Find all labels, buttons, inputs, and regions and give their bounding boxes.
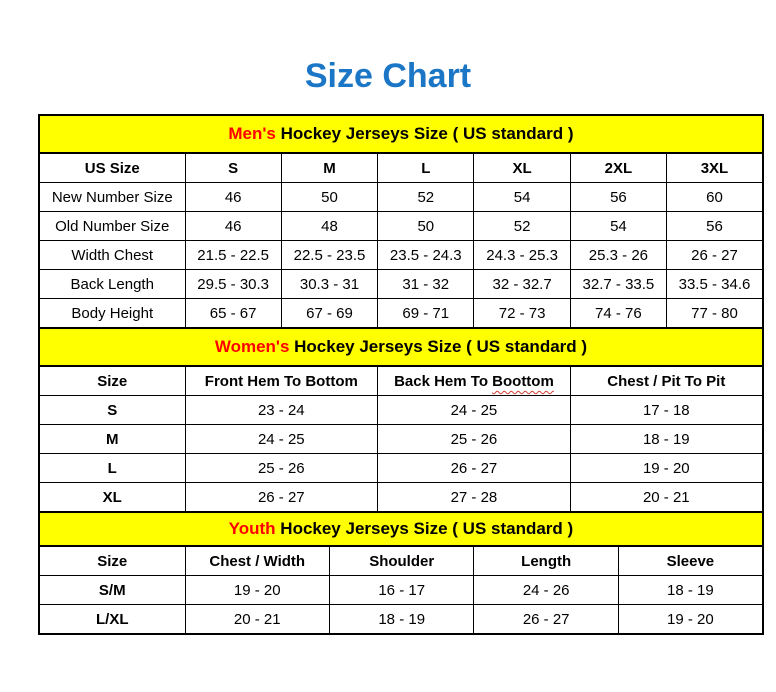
mens-heading-highlight: Men's <box>228 124 276 144</box>
header-cell: Size <box>39 366 185 396</box>
value-cell: 60 <box>667 183 763 212</box>
row-label: Width Chest <box>39 241 185 270</box>
table-row <box>39 576 763 605</box>
value-cell: 21.5 - 22.5 <box>185 241 281 270</box>
value-cell: 74 - 76 <box>570 299 666 329</box>
table-row <box>39 241 763 270</box>
value-cell: 33.5 - 34.6 <box>667 270 763 299</box>
header-cell <box>378 366 571 396</box>
header-cell: Length <box>474 546 618 576</box>
header-cell: XL <box>474 153 570 183</box>
header-cell-text: Back Hem To <box>394 372 493 390</box>
value-cell: 26 - 27 <box>185 483 378 513</box>
size-chart-table <box>38 114 764 635</box>
youth-heading-rest: Hockey Jerseys Size ( US standard ) <box>275 519 574 539</box>
value-cell: 24.3 - 25.3 <box>474 241 570 270</box>
value-cell: 26 - 27 <box>667 241 763 270</box>
header-cell: L <box>378 153 474 183</box>
spellcheck-squiggle-word: Boottom <box>492 372 554 390</box>
table-row <box>39 454 763 483</box>
value-cell: 24 - 25 <box>185 425 378 454</box>
header-cell: US Size <box>39 153 185 183</box>
value-cell: 52 <box>378 183 474 212</box>
table-row <box>39 183 763 212</box>
page-title: Size Chart <box>304 57 472 95</box>
value-cell: 69 - 71 <box>378 299 474 329</box>
row-label: S/M <box>39 576 185 605</box>
row-label: M <box>39 425 185 454</box>
value-cell: 32 - 32.7 <box>474 270 570 299</box>
row-label: L <box>39 454 185 483</box>
table-row <box>39 483 763 513</box>
value-cell: 25 - 26 <box>185 454 378 483</box>
header-cell: 3XL <box>667 153 763 183</box>
womens-section-band <box>39 328 763 366</box>
header-cell: Chest / Pit To Pit <box>570 366 763 396</box>
mens-header-row <box>39 153 763 183</box>
mens-section-band <box>39 115 763 153</box>
header-cell: M <box>281 153 377 183</box>
womens-heading-highlight: Women's <box>214 337 290 357</box>
youth-heading-highlight: Youth <box>228 519 276 539</box>
value-cell: 23 - 24 <box>185 396 378 425</box>
table-row <box>39 299 763 329</box>
value-cell: 65 - 67 <box>185 299 281 329</box>
header-cell: Size <box>39 546 185 576</box>
header-cell: 2XL <box>570 153 666 183</box>
youth-section-heading <box>39 512 763 546</box>
size-chart-wrapper <box>38 114 776 635</box>
value-cell: 77 - 80 <box>667 299 763 329</box>
value-cell: 54 <box>474 183 570 212</box>
value-cell: 46 <box>185 212 281 241</box>
value-cell: 20 - 21 <box>185 605 329 635</box>
value-cell: 24 - 26 <box>474 576 618 605</box>
value-cell: 67 - 69 <box>281 299 377 329</box>
value-cell: 56 <box>570 183 666 212</box>
header-cell: Chest / Width <box>185 546 329 576</box>
table-row <box>39 605 763 635</box>
value-cell: 52 <box>474 212 570 241</box>
value-cell: 19 - 20 <box>618 605 762 635</box>
womens-section-heading <box>39 328 763 366</box>
value-cell: 32.7 - 33.5 <box>570 270 666 299</box>
value-cell: 54 <box>570 212 666 241</box>
womens-heading-rest: Hockey Jerseys Size ( US standard ) <box>289 337 588 357</box>
header-cell: Front Hem To Bottom <box>185 366 378 396</box>
value-cell: 24 - 25 <box>378 396 571 425</box>
value-cell: 26 - 27 <box>378 454 571 483</box>
value-cell: 27 - 28 <box>378 483 571 513</box>
value-cell: 18 - 19 <box>570 425 763 454</box>
value-cell: 17 - 18 <box>570 396 763 425</box>
value-cell: 19 - 20 <box>570 454 763 483</box>
value-cell: 22.5 - 23.5 <box>281 241 377 270</box>
value-cell: 46 <box>185 183 281 212</box>
value-cell: 50 <box>281 183 377 212</box>
row-label: Back Length <box>39 270 185 299</box>
value-cell: 72 - 73 <box>474 299 570 329</box>
youth-section-band <box>39 512 763 546</box>
table-row <box>39 396 763 425</box>
value-cell: 26 - 27 <box>474 605 618 635</box>
value-cell: 16 - 17 <box>329 576 473 605</box>
header-cell: Shoulder <box>329 546 473 576</box>
mens-heading-rest: Hockey Jerseys Size ( US standard ) <box>275 124 574 144</box>
value-cell: 56 <box>667 212 763 241</box>
value-cell: 30.3 - 31 <box>281 270 377 299</box>
table-row <box>39 425 763 454</box>
value-cell: 18 - 19 <box>329 605 473 635</box>
value-cell: 19 - 20 <box>185 576 329 605</box>
row-label: Body Height <box>39 299 185 329</box>
value-cell: 31 - 32 <box>378 270 474 299</box>
value-cell: 25.3 - 26 <box>570 241 666 270</box>
row-label: S <box>39 396 185 425</box>
value-cell: 29.5 - 30.3 <box>185 270 281 299</box>
row-label: Old Number Size <box>39 212 185 241</box>
table-row <box>39 212 763 241</box>
header-cell: S <box>185 153 281 183</box>
value-cell: 20 - 21 <box>570 483 763 513</box>
value-cell: 48 <box>281 212 377 241</box>
header-cell: Sleeve <box>618 546 762 576</box>
row-label: New Number Size <box>39 183 185 212</box>
womens-header-row <box>39 366 763 396</box>
value-cell: 23.5 - 24.3 <box>378 241 474 270</box>
row-label: XL <box>39 483 185 513</box>
value-cell: 18 - 19 <box>618 576 762 605</box>
table-row <box>39 270 763 299</box>
value-cell: 50 <box>378 212 474 241</box>
mens-section-heading <box>39 115 763 153</box>
youth-header-row <box>39 546 763 576</box>
value-cell: 25 - 26 <box>378 425 571 454</box>
row-label: L/XL <box>39 605 185 635</box>
